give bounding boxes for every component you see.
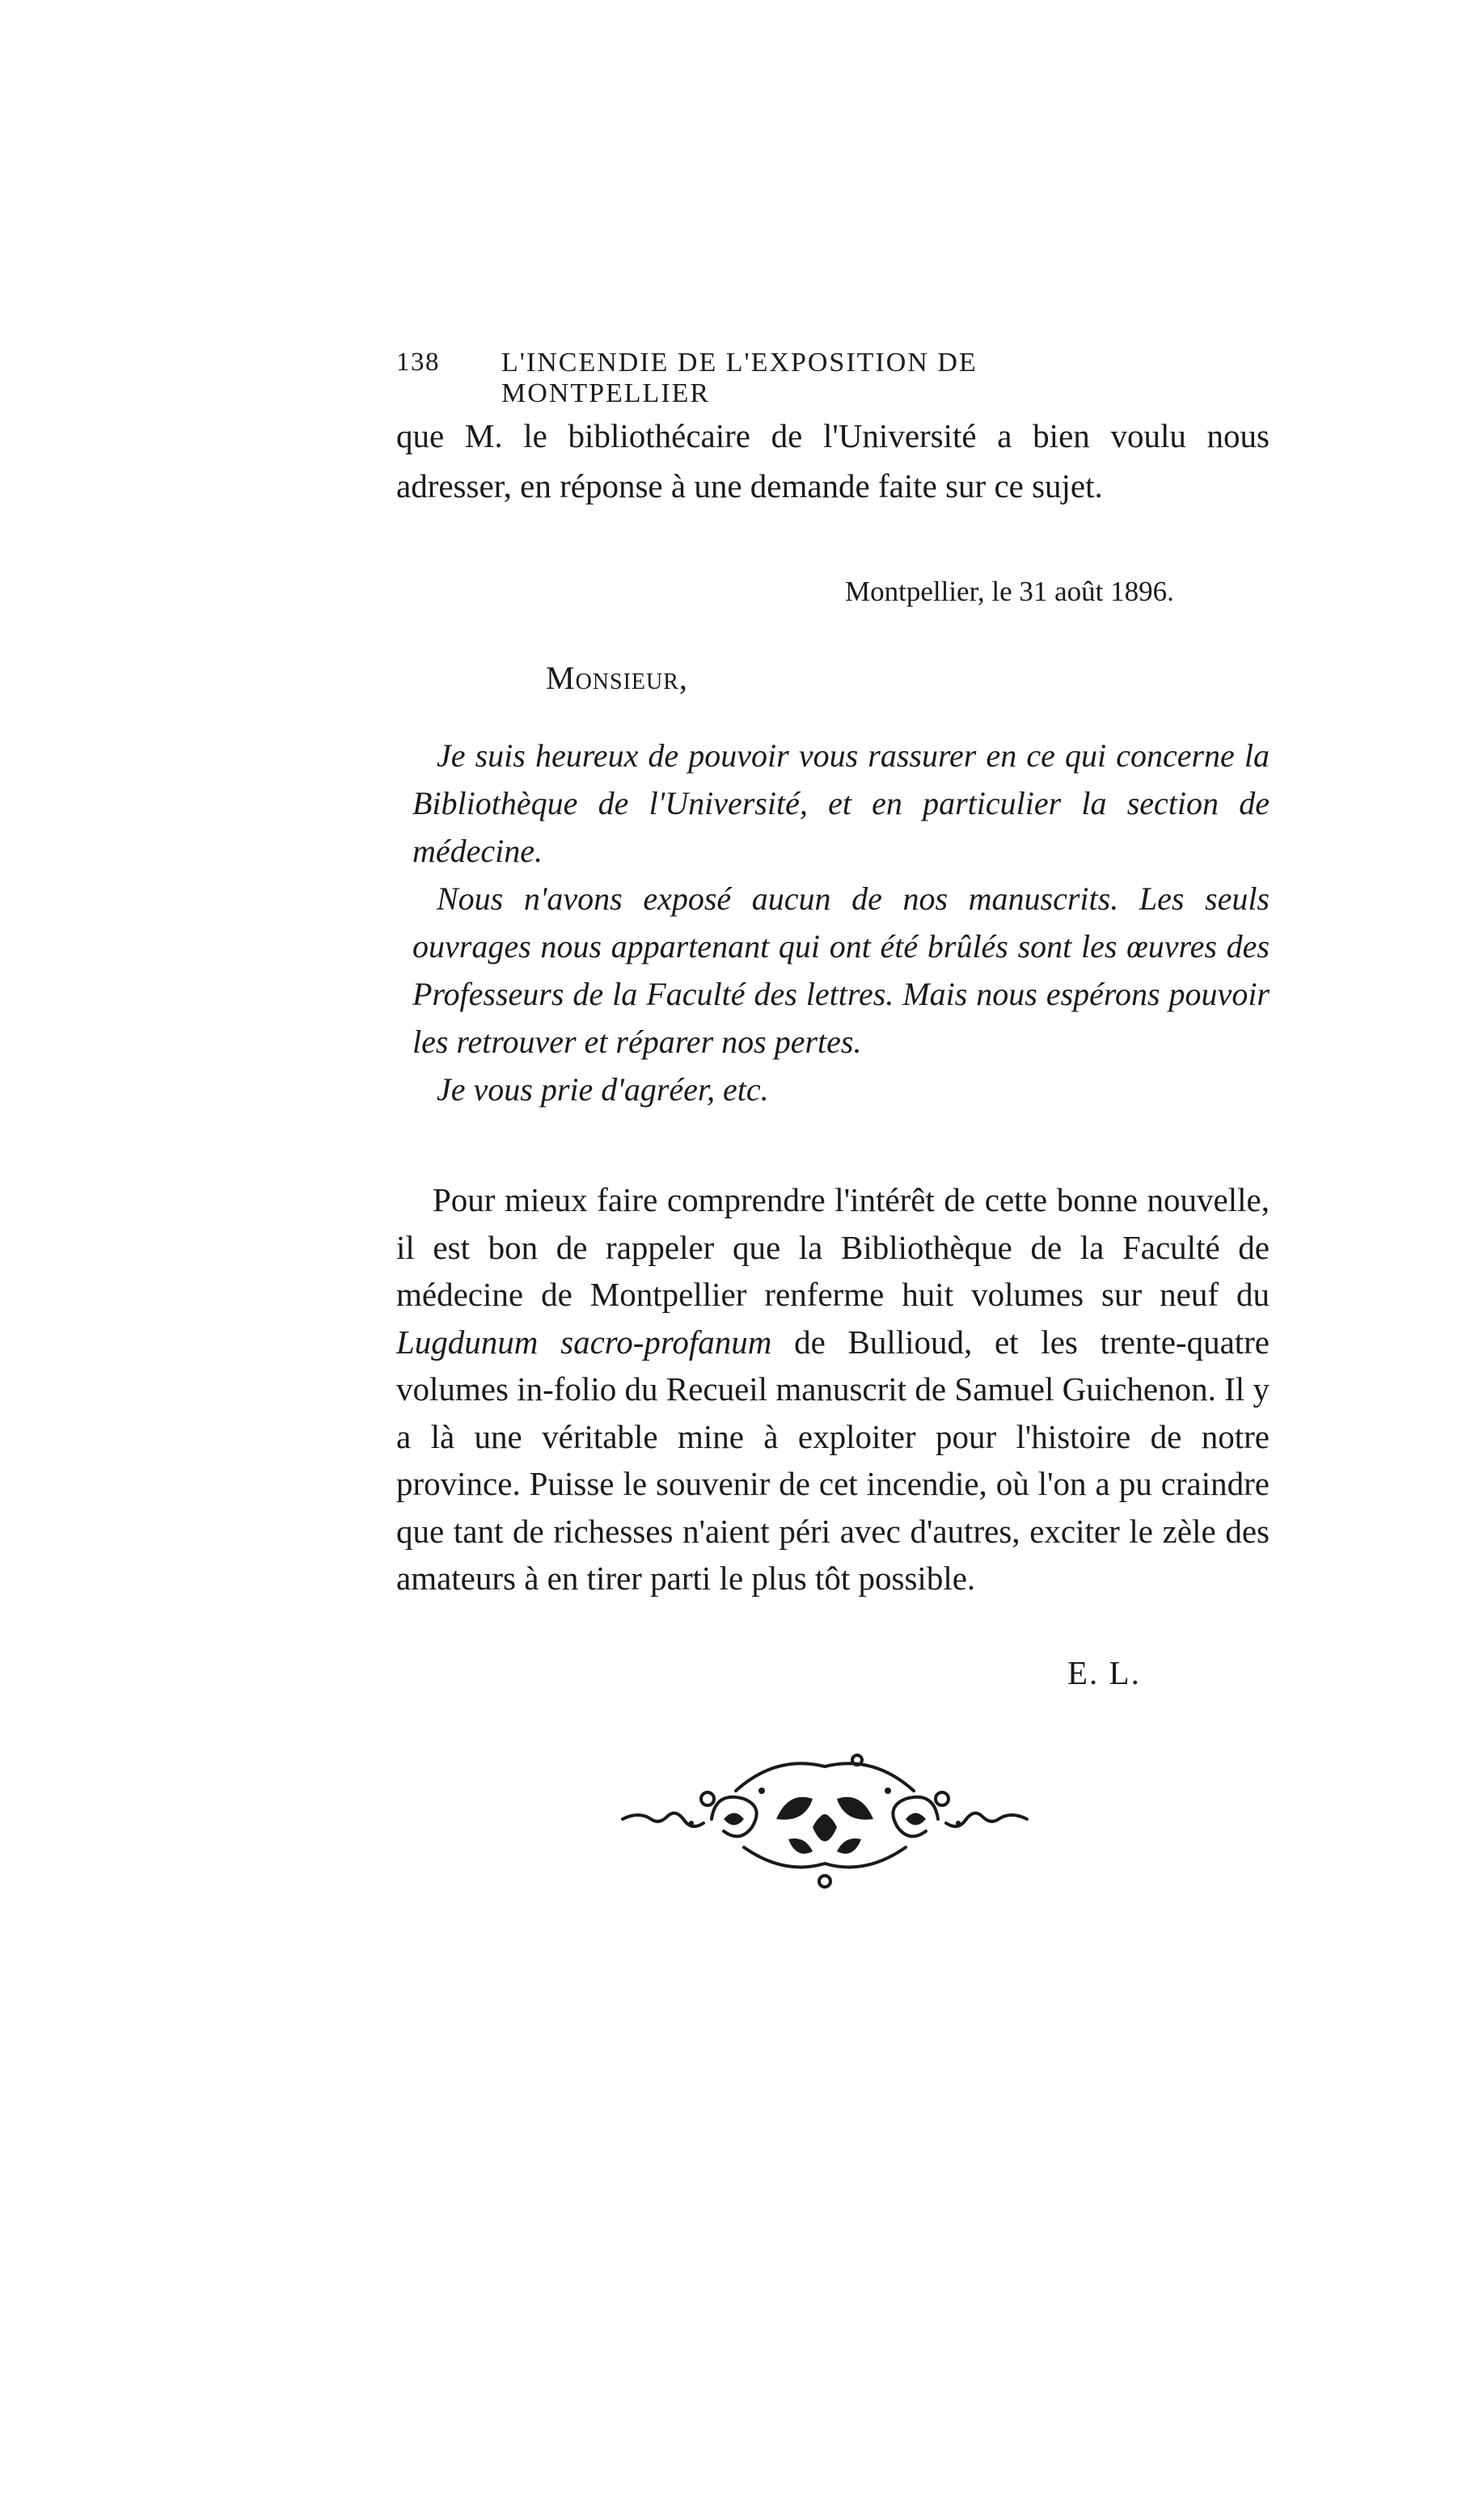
letter-paragraph-2: Nous n'avons exposé aucun de nos manuscrits. Les seuls ouvrages nous appartenant qui ont été brûlés sont les œuvres des Professeurs de la Faculté des lettres. Mais nous espérons pouvoir les retrouver et réparer nos pertes. xyxy=(412,880,1270,1060)
closing-text-after-title: de Bullioud, et les trente-quatre volumes in-folio du Recueil manuscrit de Samuel Guichenon. Il y a là une véritable mine à exploiter pour l'histoire de notre province. Puisse le souvenir de cet incendie, où l'on a pu craindre que tant de richesses n'aient péri avec d'autres, exciter le zèle des amateurs à en tirer parti le plus tôt possible. xyxy=(396,1323,1270,1597)
letter-salutation: Monsieur, xyxy=(546,660,688,696)
floral-vignette-icon xyxy=(615,1742,1035,1892)
closing-work-title: Lugdunum sacro-profanum xyxy=(396,1323,772,1361)
letter-dateline: Montpellier, le 31 août 1896. xyxy=(845,576,1174,607)
intro-paragraph xyxy=(396,411,1270,511)
running-title: L'INCENDIE DE L'EXPOSITION DE MONTPELLIER xyxy=(501,348,978,408)
signature-initials: E. L. xyxy=(1067,1654,1141,1691)
intro-line-2: adresser, en réponse à une demande faite sur ce sujet. xyxy=(396,467,1103,504)
intro-line-1: que M. le bibliothécaire de l'Université a bien voulu nous xyxy=(396,417,1270,454)
closing-text-before-title: Pour mieux faire comprendre l'intérêt de cette bonne nouvelle, il est bon de rappeler que la Bibliothèque de la Faculté de médecine de Montpellier renferme huit volumes sur neuf du xyxy=(396,1181,1270,1313)
letter-paragraph-1: Je suis heureux de pouvoir vous rassurer en ce qui concerne la Bibliothèque de l'Université, et en particulier la section de médecine. xyxy=(412,737,1270,869)
closing-text xyxy=(396,1176,1270,1602)
letter-paragraph-3: Je vous prie d'agréer, etc. xyxy=(437,1071,769,1108)
running-header xyxy=(396,348,1164,408)
letter-body xyxy=(412,732,1270,1113)
page-number: 138 xyxy=(396,348,440,377)
closing-paragraph xyxy=(396,1176,1270,1602)
